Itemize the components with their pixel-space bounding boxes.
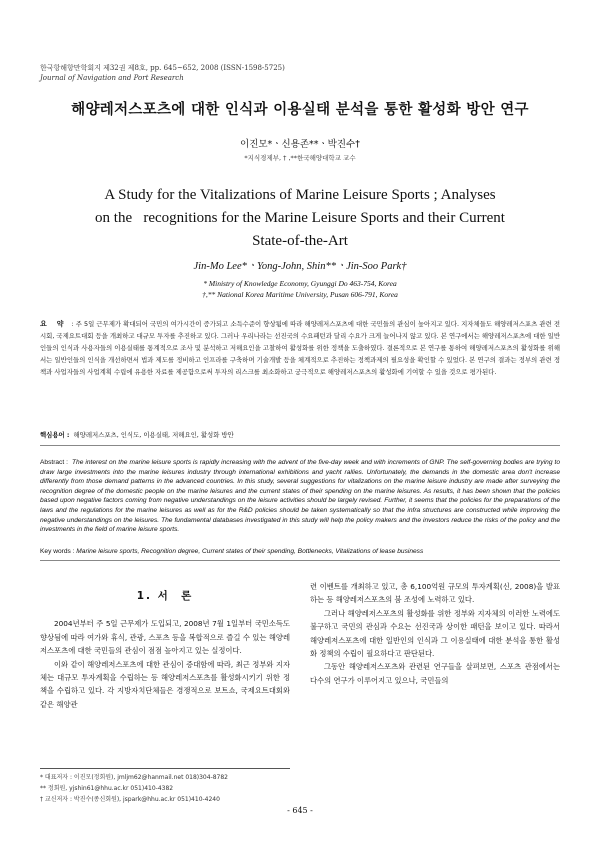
affiliation-korean: *지식경제부, † ,**한국해양대학교 교수 [244,154,356,162]
page-number: - 645 - [287,806,313,815]
abstract-english-text: The interest on the marine leisure sports is rapidly increasing with the advent of the five-day week and with increments of GNP. The self-governing bodies are trying to draw large investments into the marine leisures industry through international exhibitions and yacht rallies. Unfortunately, the demands in the domestic area don't increase differently from those demand patterns in the advanced countries. In this study, several suggestions for vitalizations on the marine leisure industry are made after surveying the recognition degree of the domestic people on the marine leisures and the current states of their spending on the marine leisures. As results, it has been shown that the policies based upon negative factors coming from negative understandings on the leisure activities should be largely revised. Further, it seems that the policies for the preparations of the laws and the regulations for the marine leisures as well as for the R&D policies should be taken systematically so that the infra structures are constructed while improving the negative understandings on the leisures. The fundamental databases investigated in this study will help the policy makers and the investors reduce the risks of the policy and the investments in the field of marine leisure sports. [40,459,560,534]
keywords-english [40,548,560,561]
title-english-line: on the recognitions for the Marine Leisure Sports and their Current [95,210,505,226]
authors-korean: 이진모*ㆍ신용존**ㆍ박진수† [240,139,360,150]
body-paragraph: 2004년부터 주 5일 근무제가 도입되고, 2008년 7월 1일부터 국민소득도 향상됨에 따라 여가와 휴식, 관광, 스포츠 등을 복합적으로 즐길 수 있는 해양레저스포츠에 대한 국민들의 관심이 점점 높아지고 있는 실정이다. [40,619,290,656]
affiliation-english-line: †,** National Korea Maritime University, Pusan 606-791, Korea [202,290,398,299]
journal-name-en: Journal of Navigation and Port Research [40,74,184,82]
footnote: ** 정회원, yjshin61@hhu.ac.kr 051)410-4382 [40,785,174,792]
journal-header [40,63,285,83]
affiliation-english [0,278,600,300]
body-column-left [40,580,290,711]
body-paragraph: 그동안 해양레저스포츠와 관련된 연구들을 살펴보면, 스포츠 관점에서는 다수의 연구가 이루어지고 있으나, 국민들의 [310,662,560,685]
title-english-line: A Study for the Vitalizations of Marine Leisure Sports ; Analyses [104,187,496,203]
affiliation-english-line: * Ministry of Knowledge Economy, Gyunggi Do 463-754, Korea [203,279,397,288]
keywords-english-text: Marine leisure sports, Recognition degree, Current states of their spending, Bottlenecks, Vitalizations of lease business [76,548,424,555]
abstract-korean-text: : 주 5일 근무제가 확대되어 국민의 여가시간이 증가되고 소득수준이 향상됨에 따라 해양레저스포츠에 대한 국민들의 관심이 높아지고 있다. 지자체들도 해양레저스포츠 관련 전시회, 국제요트대회 등을 개최하고 대규모 투자를 추진하고 있다. 그러나 우리나라는 선진국의 수요패턴과 달리 수요가 크게 늘어나지 않고 있다. 본 연구에서는 해양레저스포츠에 대한 일반인들의 인식과 사용자들의 이용실태를 통계적으로 조사 및 분석하고 저해요인을 고찰하여 활성화를 위한 정책을 도출하였다. 결론적으로 본 연구를 통하여 해양레저스포츠의 활성화를 위해서는 일반인들의 인식을 개선하면서 법과 제도를 정비하고 인프라를 구축하며 기술개발 등을 체계적으로 추진하는 정책과제의 필요성을 확인할 수 있었다. 본 연구의 결과는 정부의 관련 정책과 사업자들의 사업계획 수립에 유용한 자료를 제공함으로써 투자의 리스크를 최소화하고 궁극적으로 해양레저스포츠의 활성화에 기여할 수 있을 것으로 평가된다. [40,320,560,376]
section-heading: 1. 서 론 [136,590,194,602]
keywords-english-label: Key words : [40,548,75,555]
abstract-english [40,458,560,535]
body-paragraph: 그러나 해양레저스포츠의 활성화를 위한 정부와 지자체의 이러한 노력에도 불구하고 국민의 관심과 수요는 선진국과 상이한 패턴을 보이고 있다. 따라서 해양레저스포츠에 대한 일반인의 인식과 그 이용실태에 대한 분석을 통한 활성화 정책의 수립이 필요하다고 판단된다. [310,608,560,659]
keywords-korean-text: 해양레저스포츠, 인식도, 이용실태, 저해요인, 활성화 방안 [73,431,234,439]
keywords-korean [40,430,560,446]
authors-english: Jin-Mo Lee*ㆍYong-John, Shin**ㆍJin-Soo Park† [193,261,407,272]
footnote: † 교신저자 : 박진수(종신회원), jspark@hhu.ac.kr 051)410-4240 [40,796,220,803]
footnote: * 대표저자 : 이진모(정회원), jmljm62@hanmail.net 018)304-8782 [40,774,229,781]
abstract-korean-label: 요 약 [40,320,64,328]
abstract-korean [40,318,560,378]
title-korean: 해양레저스포츠에 대한 인식과 이용실태 분석을 통한 활성화 방안 연구 [71,102,529,118]
body-paragraph: 이와 같이 해양레저스포츠에 대한 관심이 증대함에 따라, 최근 정부와 지자체는 대규모 투자계획을 수립하는 등 해양레저스포츠를 활성화시키기 위한 정책을 수립하고 있다. 각 지방자치단체들은 경쟁적으로 보트쇼, 국제요트대회와 같은 해양관 [40,659,290,709]
title-english [40,184,560,253]
abstract-english-label: Abstract : [40,459,69,466]
footnotes [40,768,290,805]
body-paragraph: 련 이벤트를 개최하고 있고, 총 6,100억원 규모의 투자계획(신, 2008)을 발표하는 등 해양레저스포츠의 붐 조성에 노력하고 있다. [310,582,560,605]
keywords-korean-label: 핵심용어 : [40,431,70,439]
journal-citation: 한국항해항만학회지 제32권 제8호, pp. 645~652, 2008 (ISSN-1598-5725) [40,64,285,72]
title-english-line: State-of-the-Art [252,233,348,249]
body-column-right [310,580,560,687]
